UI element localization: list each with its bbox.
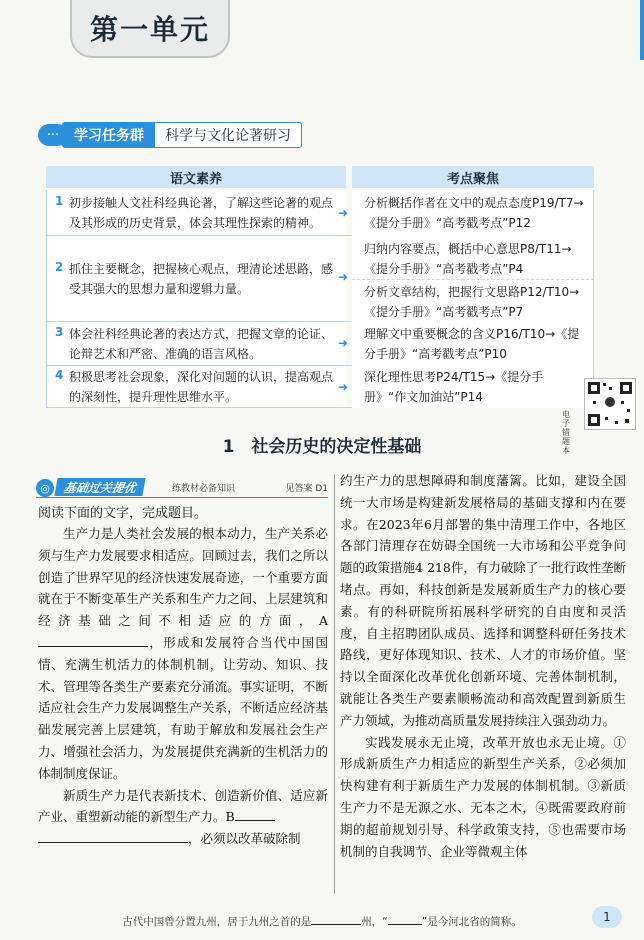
answer-reference: 见答案 D1 [285,484,328,494]
footer-blank-1[interactable] [311,915,361,925]
table-row [46,322,594,366]
header-literacy: 语文素养 [46,166,346,188]
literacy-text: 积极思考社会现象，深化对问题的认识，提高观点的深刻性，提升理性思维水平。 [69,370,334,404]
blank-b[interactable] [235,807,275,821]
page-number: 1 [592,906,622,928]
speech-bubble-icon: ··· [38,124,68,146]
passage-text: 生产力是人类社会发展的根本动力，生产关系必须与生产力发展要求相适应。回顾过去，我们之所以创造了世界罕见的经济快速发展奇迹，一个重要方面就在于不断变革生产关系和生产力之间、上层建筑和经济基础之间不相适应的方面，A [38,526,328,629]
focus-text: 归纳内容要点，概括中心意思P8/T11→《提分手册》“高考戳考点”P4 [364,242,572,276]
task-group-title: 科学与文化论著研习 [154,122,302,148]
literacy-text: 体会社科经典论著的表达方式，把握文章的论证、论辩艺术和严密、准确的语言风格。 [69,327,334,361]
blank-b-cont[interactable] [38,829,188,843]
focus-text: 理解文中重要概念的含义P16/T10→《提分手册》“高考戳考点”P10 [364,327,580,361]
section-subtitle: 练教材必备知识 [172,484,236,494]
unit-banner [70,0,230,58]
row-number: 3 [55,325,64,339]
passage-text: 实践发展永无止境，改革开放也永无止境。①形成新质生产力相适应的新型生产关系，②必须加快构建有利于新质生产力发展的体制机制。③新质生产力不是无源之水、无本之木，④既需要政府前期的超前规划引导、科学政策支持，⑤也需要市场机制的自我调节、企业等微观主体 [340,734,626,859]
footer-text: 古代中国曾分置九州，居于九州之首的是 [122,916,312,928]
lesson-title: 1 社会历史的决定性基础 [222,437,422,457]
focus-text: 分析文章结构，把握行文思路P12/T10→《提分手册》“高考戳考点”P7 [364,285,580,319]
row-number: 4 [55,368,64,382]
arrow-icon: ➜ [338,270,349,284]
qr-label: 电子错题本 [562,410,570,455]
right-column [340,470,626,862]
passage-text: ，形成和发展符合当代中国国情、充满生机活力的体制机制，让劳动、知识、技术、管理等各类生产要素充分涌流。事实证明，不断适应社会生产力发展调整生产关系，不断适应经济基础发展完善上层建筑，有助于解放和发展社会生产力、增强社会活力，为发展提供充满新的生机活力的体制制度保证。 [38,634,328,781]
footer-question [0,914,644,929]
focus-text: 深化理性思考P24/T15→《提分手册》“作文加油站”P14 [364,370,544,404]
footer-text: 州，“ [361,916,388,928]
qr-code-icon[interactable] [584,378,636,430]
literacy-text: 初步接触人文社科经典论著，了解这些论著的观点及其形成的历史背景，体会其理性探索的精神。 [69,196,334,230]
goal-table [46,166,594,406]
footer-blank-2[interactable] [388,915,422,925]
table-row [46,366,594,408]
passage-text: 新质生产力是代表新技术、创造新价值、适应新产业、重塑新动能的新型生产力。B [38,787,328,825]
arrow-icon: ➜ [338,206,349,220]
table-row [46,236,594,322]
row-number: 1 [55,194,64,208]
section-tag: 基础过关提优 [54,478,145,496]
edge-strip [640,0,644,60]
literacy-text: 抓住主要概念，把握核心观点，理清论述思路，感受其强大的思想力量和逻辑力量。 [69,262,334,296]
table-row [46,190,594,236]
instruction: 阅读下面的文字，完成题目。 [38,506,208,521]
row-number: 2 [55,260,64,274]
blank-a[interactable] [38,633,148,647]
header-focus: 考点聚焦 [352,166,594,188]
arrow-icon: ➜ [338,336,349,350]
unit-title: 第一单元 [89,13,210,46]
task-group-header [38,122,302,148]
divider [352,279,594,280]
target-icon: ◎ [36,479,54,497]
passage-text: 约生产力的思想障碍和制度藩篱。比如，建设全国统一大市场是构建新发展格局的基础支撑和内在要求。在2023年6月部署的集中清理工作中，各地区各部门清理存在妨碍全国统一大市场和公平竞争问题的政策措施4 218件，有力破除了一批行政性垄断堵点。再如，科技创新是发展新质生产力的核心要素。有的科研院所拓展科学研究的自由度和灵活度，自主招聘团队成员、选择和调整科研任务技术路线，更好体现知识、技术、人才的市场价值。坚持以全面深化改革优化创新环境、完善体制机制，就能让各类生产要素顺畅流动和高效配置到新质生产力领域，为推动高质量发展持续注入强劲动力。 [340,473,626,728]
focus-text: 分析概括作者在文中的观点态度P19/T7→《提分手册》“高考戳考点”P12 [364,196,584,230]
section-bar [36,478,328,498]
task-group-label: 学习任务群 [62,122,154,148]
footer-text: ”是今河北省的简称。 [421,916,522,928]
column-divider [334,474,335,894]
passage-text: ，必须以改革破除制 [188,831,301,847]
arrow-icon: ➜ [338,380,349,394]
left-column [38,523,328,850]
